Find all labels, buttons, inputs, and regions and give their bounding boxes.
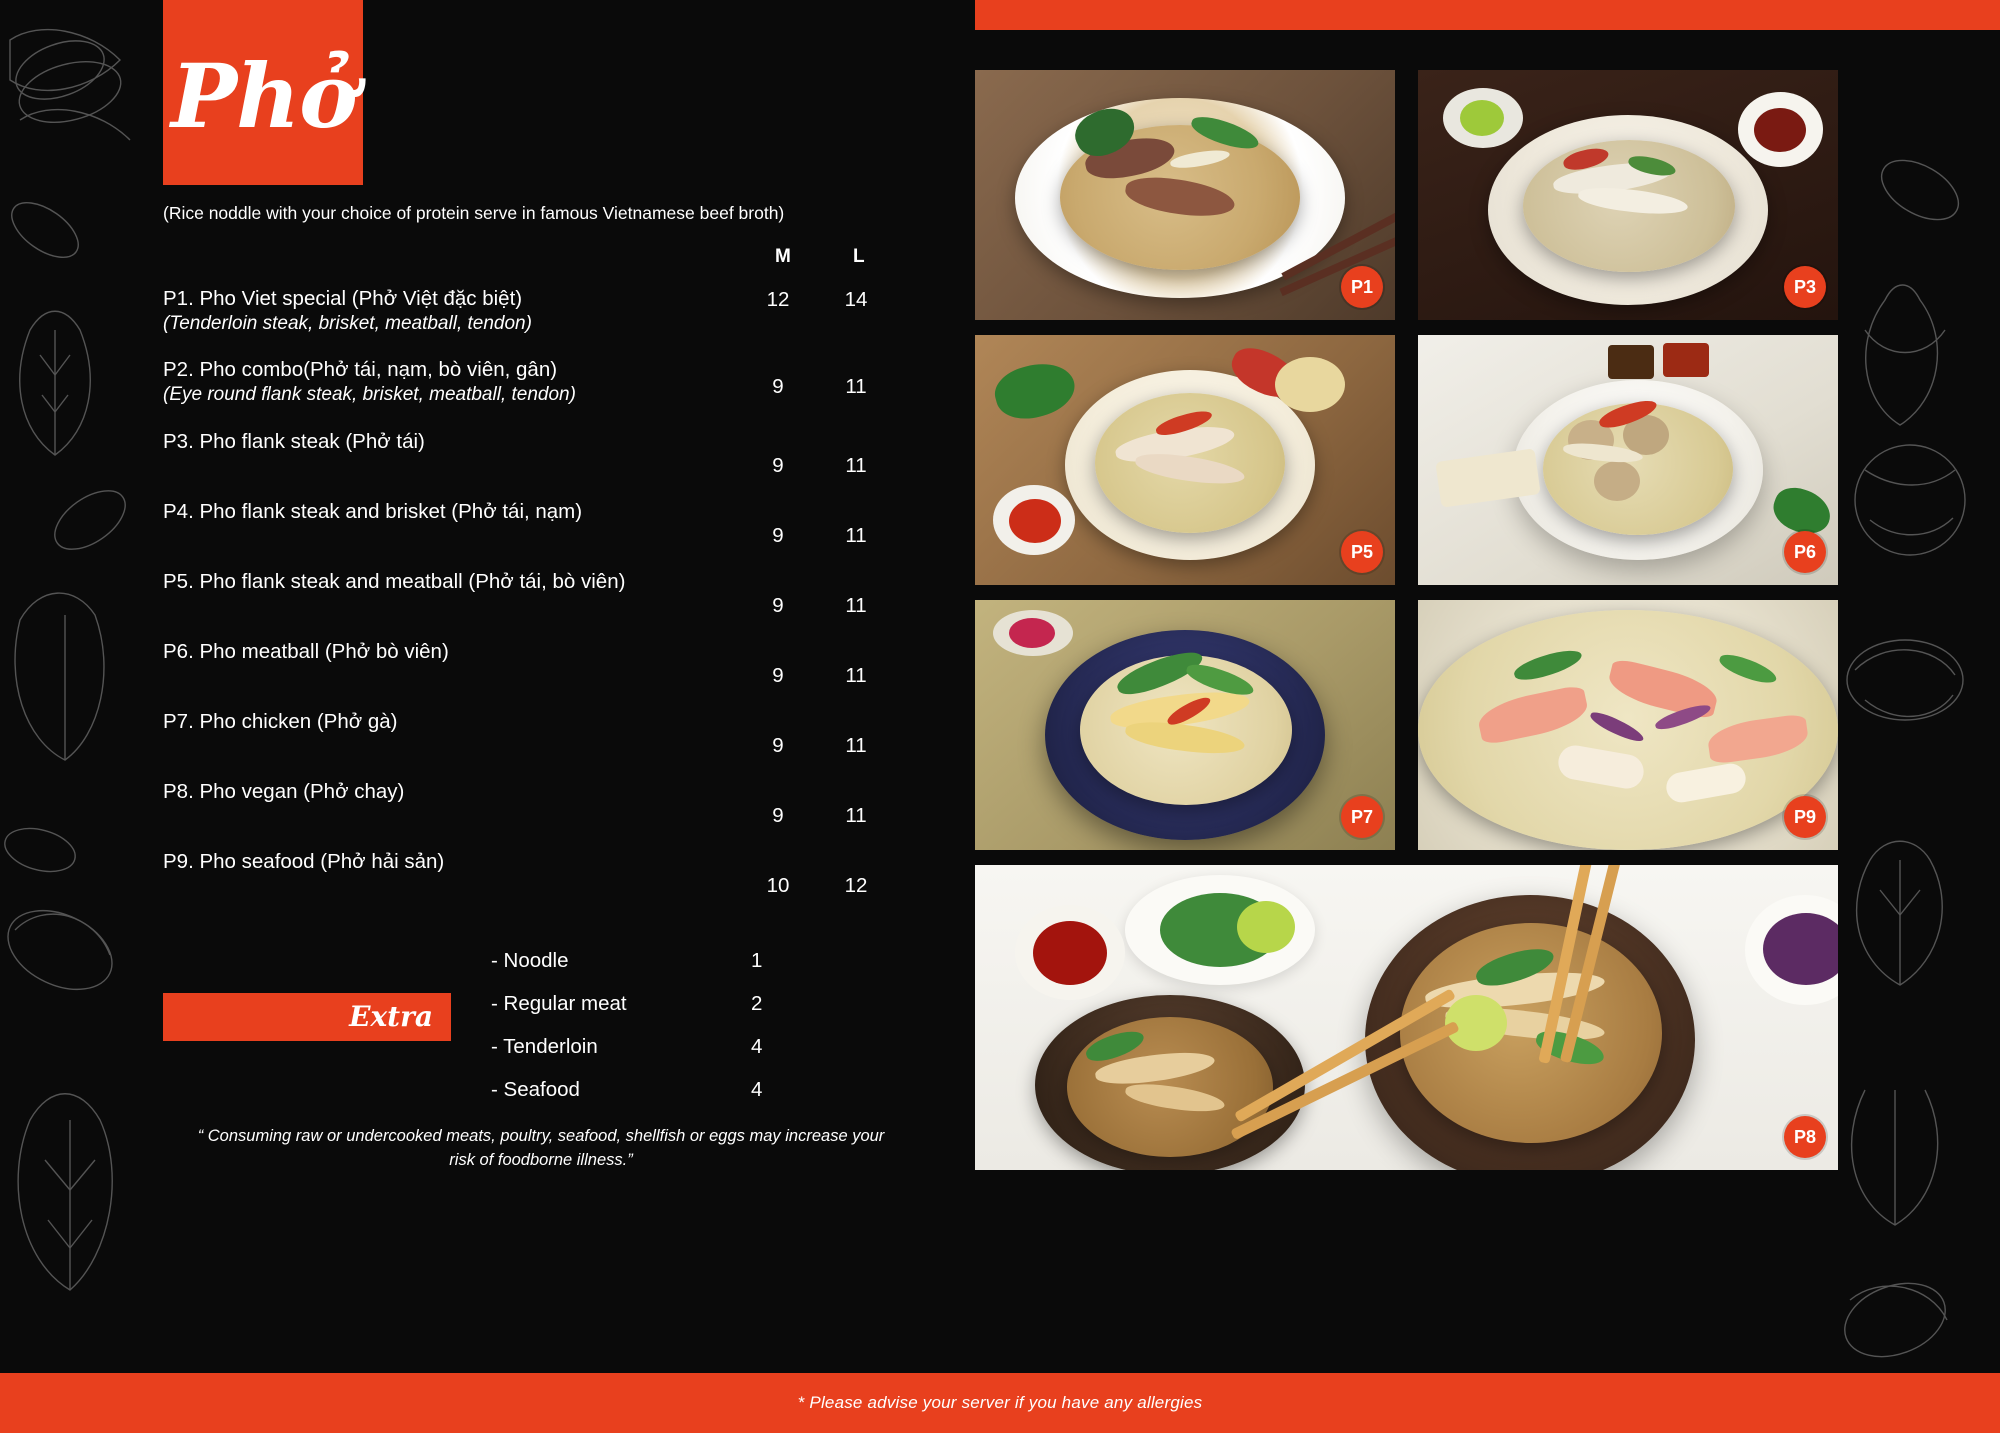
menu-item — [163, 499, 923, 547]
menu-item-description: (Tenderloin steak, brisket, meatball, tendon) — [163, 312, 532, 334]
logo-text: Phở — [171, 44, 357, 148]
menu-item-price-m: 9 — [772, 664, 784, 688]
menu-item-price-l: 11 — [845, 524, 867, 548]
menu-item-name: P8. Pho vegan (Phở chay) — [163, 779, 405, 803]
photo-badge: P7 — [1341, 796, 1383, 838]
extras-row — [491, 949, 871, 992]
extras-name: - Tenderloin — [491, 1034, 598, 1058]
menu-item-price-l: 11 — [845, 664, 867, 688]
menu-item — [163, 779, 923, 827]
menu-item — [163, 286, 923, 335]
extras-row — [491, 1035, 871, 1078]
menu-item-price-l: 11 — [845, 375, 867, 399]
menu-item-price-l: 11 — [845, 804, 867, 828]
menu-item-name: P4. Pho flank steak and brisket (Phở tái, nạm) — [163, 499, 583, 523]
menu-item-price-m: 9 — [772, 454, 784, 478]
menu-item-price-l: 11 — [845, 594, 867, 618]
dish-photo-p5 — [975, 335, 1395, 585]
menu-left-column — [163, 0, 923, 1173]
extras-name: - Regular meat — [491, 991, 627, 1015]
extras-list — [491, 949, 871, 1121]
menu-item-name: P6. Pho meatball (Phở bò viên) — [163, 639, 449, 663]
section-subtitle: (Rice noddle with your choice of protein serve in famous Vietnamese beef broth) — [163, 203, 785, 223]
menu-item — [163, 357, 923, 406]
menu-item-description: (Eye round flank steak, brisket, meatball, tendon) — [163, 384, 576, 405]
menu-item-name: P2. Pho combo(Phở tái, nạm, bò viên, gân) — [163, 358, 558, 382]
menu-item-name: P1. Pho Viet special (Phở Việt đặc biệt) — [163, 287, 523, 310]
menu-item — [163, 569, 923, 617]
logo-block — [163, 0, 363, 185]
disclaimer-text: “ Consuming raw or undercooked meats, poultry, seafood, shellfish or eggs may increase your risk of foodborne illness.” — [197, 1126, 885, 1169]
photo-badge: P8 — [1784, 1116, 1826, 1158]
extras-name: - Noodle — [491, 948, 569, 972]
column-header-m: M — [775, 246, 791, 267]
photo-badge: P5 — [1341, 531, 1383, 573]
photo-badge: P1 — [1341, 266, 1383, 308]
menu-item-name: P7. Pho chicken (Phở gà) — [163, 709, 398, 733]
menu-item — [163, 429, 923, 477]
column-header-l: L — [853, 246, 865, 267]
extras-row — [491, 1078, 871, 1121]
extras-label: Extra — [163, 993, 451, 1041]
menu-item — [163, 639, 923, 687]
menu-item-price-m: 9 — [772, 804, 784, 828]
menu-item-price-l: 11 — [845, 454, 867, 478]
extras-price: 4 — [751, 1077, 763, 1101]
dish-photo-p8 — [975, 865, 1838, 1170]
extras-name: - Seafood — [491, 1077, 580, 1101]
photo-badge: P6 — [1784, 531, 1826, 573]
dish-photo-p9 — [1418, 600, 1838, 850]
photo-badge: P9 — [1784, 796, 1826, 838]
allergy-note: * Please advise your server if you have any allergies — [797, 1393, 1203, 1412]
decorative-line-art-right — [1825, 0, 2000, 1433]
menu-item-price-m: 9 — [772, 524, 784, 548]
extras-price: 4 — [751, 1034, 763, 1058]
menu-item-price-m: 12 — [766, 288, 790, 311]
menu-item-price-m: 9 — [772, 734, 784, 758]
menu-item-name: P3. Pho flank steak (Phở tái) — [163, 429, 425, 453]
menu-item-name: P5. Pho flank steak and meatball (Phở tái, bò viên) — [163, 569, 626, 593]
extras-price: 2 — [751, 991, 763, 1015]
size-column-headers — [163, 246, 923, 276]
dish-photo-p7 — [975, 600, 1395, 850]
footer-bar — [0, 1373, 2000, 1433]
top-accent-bar — [975, 0, 2000, 30]
menu-item-price-l: 11 — [845, 734, 867, 758]
menu-item-name: P9. Pho seafood (Phở hải sản) — [163, 849, 445, 873]
menu-item-list — [163, 286, 923, 897]
extras-section — [163, 941, 923, 1111]
menu-item-price-m: 9 — [772, 375, 784, 399]
dish-photo-p1 — [975, 70, 1395, 320]
menu-item-price-m: 9 — [772, 594, 784, 618]
extras-price: 1 — [751, 948, 763, 972]
dish-photo-p3 — [1418, 70, 1838, 320]
menu-item — [163, 709, 923, 757]
decorative-line-art-left — [0, 0, 175, 1433]
extras-row — [491, 992, 871, 1035]
menu-item-price-m: 10 — [766, 874, 790, 898]
menu-item — [163, 849, 923, 897]
menu-item-price-l: 12 — [844, 874, 868, 898]
menu-item-price-l: 14 — [844, 288, 868, 311]
photo-badge: P3 — [1784, 266, 1826, 308]
dish-photo-p6 — [1418, 335, 1838, 585]
